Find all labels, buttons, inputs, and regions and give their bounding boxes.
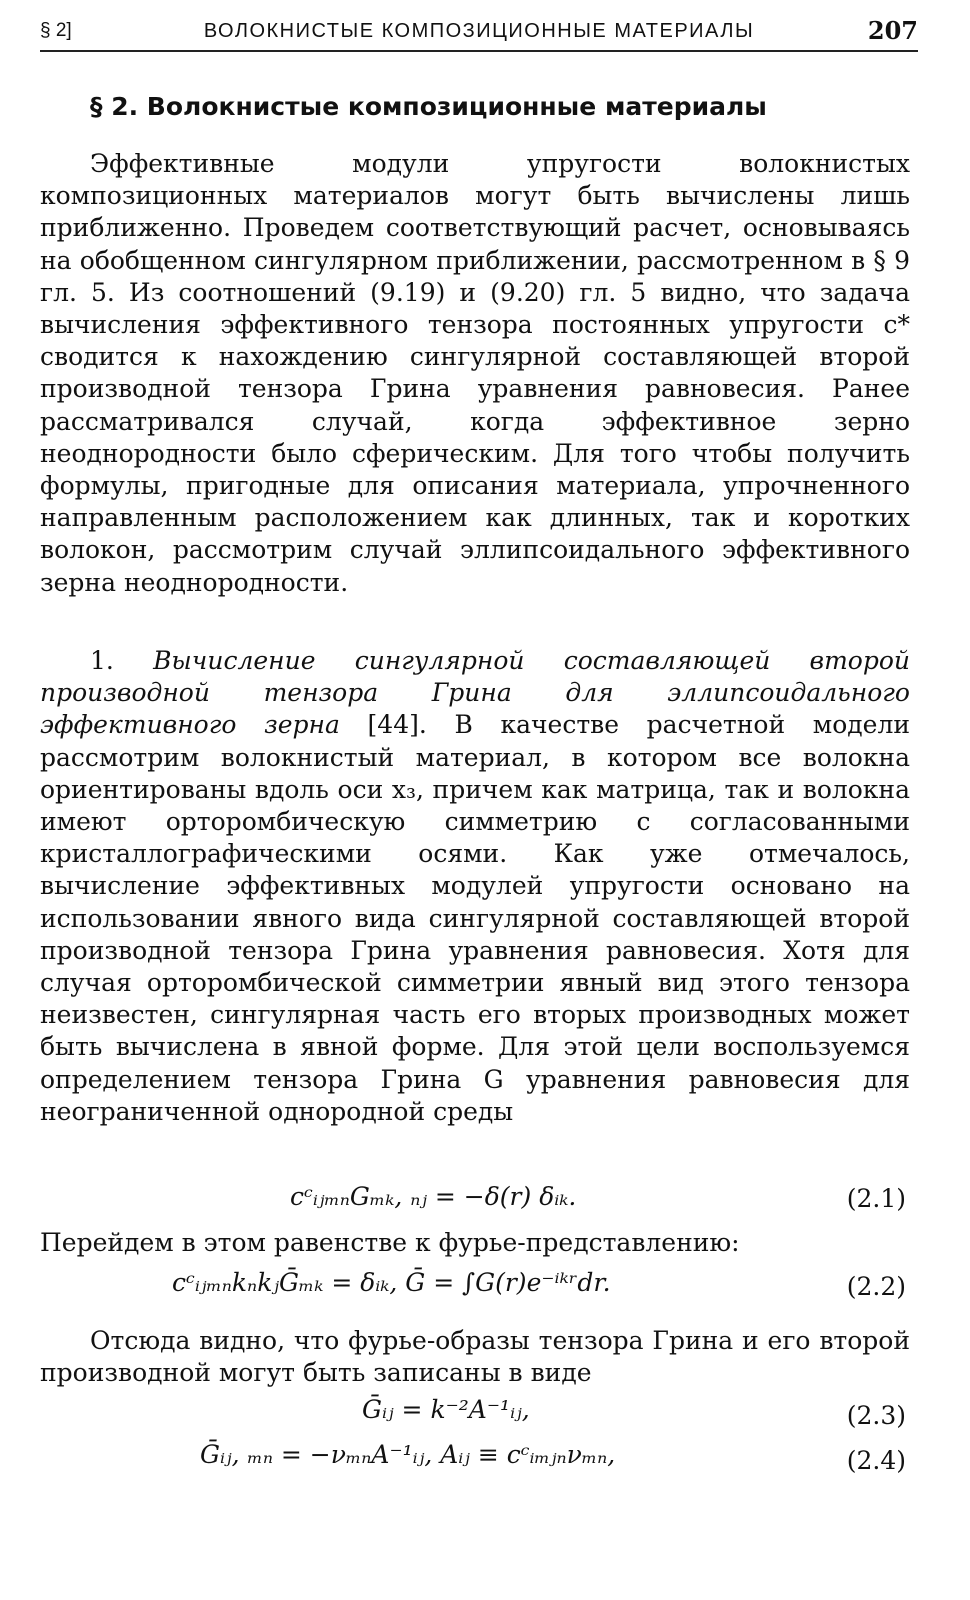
equation-number: (2.4) [846,1446,906,1475]
equation-2-4 [40,1440,910,1484]
equation-formula: cᶜᵢⱼₘₙGₘₖ, ₙⱼ = −δ(r) δᵢₖ. [290,1182,577,1211]
subsection-number: 1. [90,646,114,675]
equation-2-1 [40,1182,910,1226]
running-header [40,14,918,52]
equation-number: (2.2) [846,1272,906,1301]
equation-formula: Ḡᵢⱼ = k⁻²A⁻¹ᵢⱼ, [362,1395,530,1424]
equation-formula: cᶜᵢⱼₘₙkₙkⱼḠₘₖ = δᵢₖ, Ḡ = ∫G(r)e⁻ⁱᵏʳdr. [172,1268,611,1297]
equation-2-3 [40,1395,910,1439]
subsection-heading: Вычисление сингулярной составляющей второй производной тензора Грина для эллипсоидального эффективного зерна [40,646,910,740]
subsection-body: [44]. В качестве расчетной модели рассмотрим волокнистый материал, в котором все волокна ориентированы вдоль оси x₃, причем как матрица, так и волокна имеют орторомбическую симметрию с согласованными кристаллографическими осями. Как уже отмечалось, вычисление эффективных модулей упругости основано на использовании явного вида сингулярной составляющей второй производной тензора Грина уравнения равновесия. Хотя для случая орторомбической симметрии явный вид этого тензора неизвестен, сингулярная часть его вторых производных может быть вычислена в явной форме. Для этой цели воспользуемся определением тензора Грина G уравнения равновесия для неограниченной однородной среды [40,710,910,1126]
header-section-ref: § 2] [40,20,72,41]
paragraph-intro: Эффективные модули упругости волокнистых композиционных материалов могут быть вычислены лишь приближенно. Проведем соответствующий расчет, основываясь на обобщенном сингулярном приближении, рассмотренном в § 9 гл. 5. Из соотношений (9.19) и (9.20) гл. 5 видно, что задача вычисления эффективного тензора постоянных упругости c* сводится к нахождению сингулярной составляющей второй производной тензора Грина уравнения равновесия. Ранее рассматривался случай, когда эффективное зерно неоднородности было сферическим. Для того чтобы получить формулы, пригодные для описания материала, упрочненного направленным расположением как длинных, так и коротких волокон, рассмотрим случай эллипсоидального эффективного зерна неоднородности. [40,149,910,597]
page-number: 207 [867,16,918,45]
section-title: § 2. Волокнистые композиционные материалы [90,92,767,121]
paragraph-fourier: Перейдем в этом равенстве к фурье-представлению: [40,1228,740,1257]
paragraph-fourier-images: Отсюда видно, что фурье-образы тензора Грина и его второй производной могут быть записаны в виде [40,1326,910,1388]
paragraph-subsection-1 [40,645,910,1128]
equation-number: (2.1) [846,1184,906,1213]
equation-formula: Ḡᵢⱼ, ₘₙ = −νₘₙA⁻¹ᵢⱼ, Aᵢⱼ ≡ cᶜᵢₘⱼₙνₘₙ, [200,1440,616,1469]
equation-number: (2.3) [846,1401,906,1430]
header-chapter-title: ВОЛОКНИСТЫЕ КОМПОЗИЦИОННЫЕ МАТЕРИАЛЫ [203,20,755,42]
equation-2-2 [40,1268,910,1312]
